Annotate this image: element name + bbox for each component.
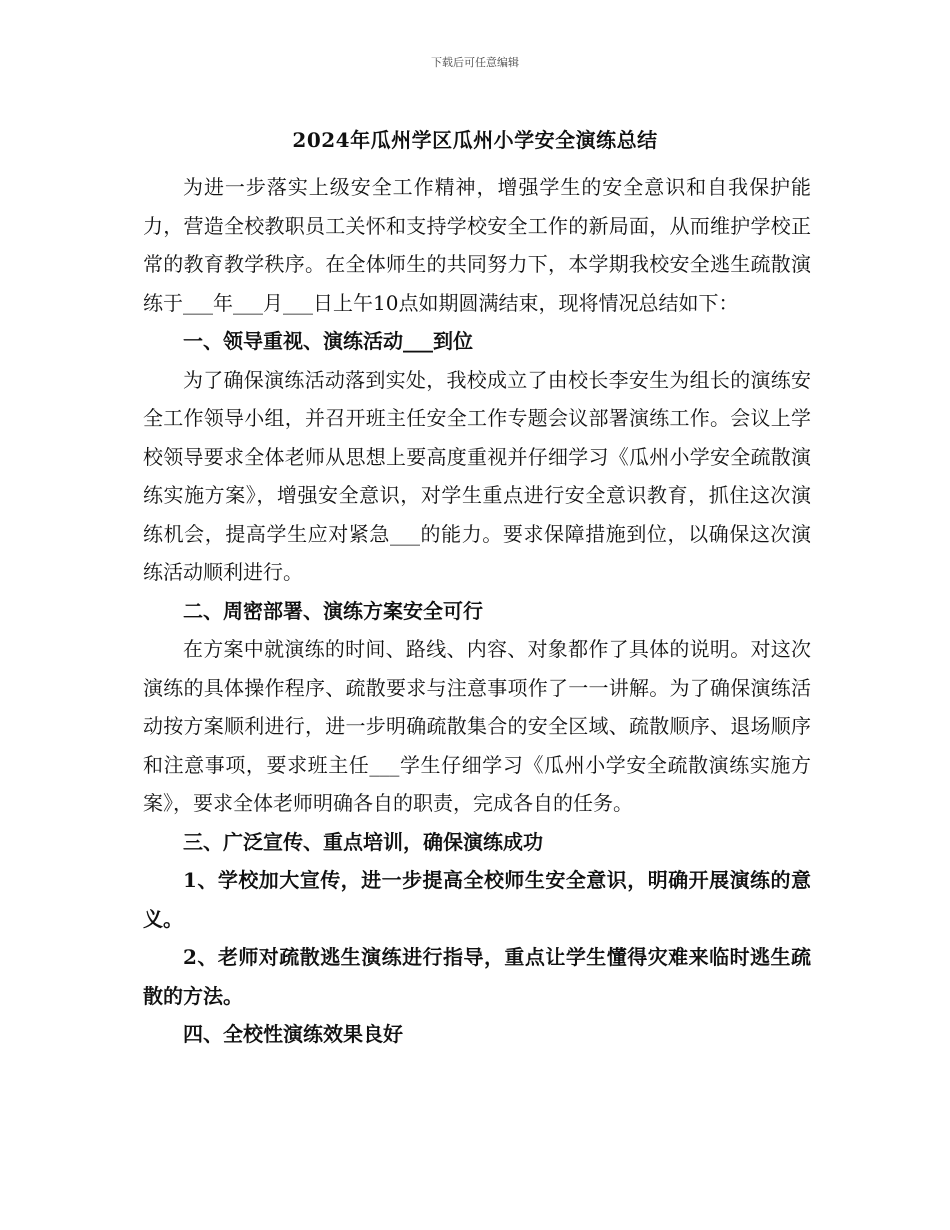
section-heading-2: 二、周密部署、演练方案安全可行 (183, 598, 483, 623)
section-heading-3: 三、广泛宣传、重点培训，确保演练成功 (183, 829, 543, 854)
section-heading-1: 一、领导重视、演练活动___到位 (183, 329, 473, 353)
section-3-item-2: 2、老师对疏散逃生演练进行指导，重点让学生懂得灾难来临时逃生疏散的方法。 (143, 945, 811, 1008)
section-3-item-1: 1、学校加大宣传，进一步提高全校师生安全意识，明确开展演练的意义。 (143, 868, 811, 931)
page-header-note: 下载后可任意编辑 (431, 56, 519, 69)
section-heading-4: 四、全校性演练效果良好 (183, 1022, 403, 1046)
intro-paragraph: 为进一步落实上级安全工作精神，增强学生的安全意识和自我保护能力，营造全校教职员工关怀和支持学校安全工作的新局面，从而维护学校正常的教育教学秩序。在全体师生的共同努力下，本学期我校安全逃生疏散演练于___年___月___日上午10点如期圆满结束，现将情况总结如下： (143, 175, 811, 315)
section-1-paragraph: 为了确保演练活动落到实处，我校成立了由校长李安生为组长的演练安全工作领导小组，并召开班主任安全工作专题会议部署演练工作。会议上学校领导要求全体老师从思想上要高度重视并仔细学习《瓜州小学安全疏散演练实施方案》，增强安全意识，对学生重点进行安全意识教育，抓住这次演练机会，提高学生应对紧急___的能力。要求保障措施到位，以确保这次演练活动顺利进行。 (143, 367, 811, 584)
document-body (143, 168, 811, 1054)
document-title: 2024年瓜州学区瓜州小学安全演练总结 (292, 128, 658, 152)
section-2-paragraph: 在方案中就演练的时间、路线、内容、对象都作了具体的说明。对这次演练的具体操作程序、疏散要求与注意事项作了一一讲解。为了确保演练活动按方案顺利进行，进一步明确疏散集合的安全区域、疏散顺序、退场顺序和注意事项，要求班主任___学生仔细学习《瓜州小学安全疏散演练实施方案》，要求全体老师明确各自的职责，完成各自的任务。 (143, 637, 811, 815)
